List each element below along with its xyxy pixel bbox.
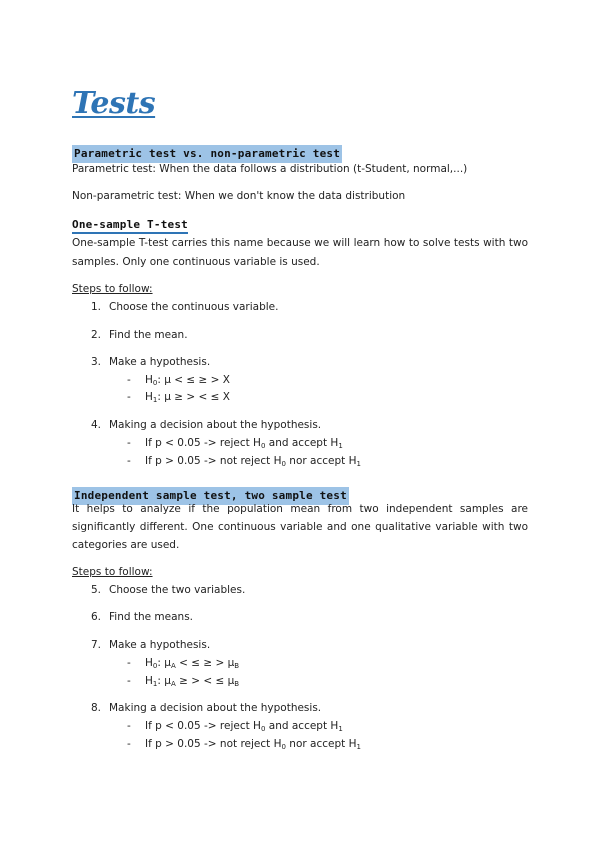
dash-bullet: - <box>127 391 131 403</box>
step-number: 5. <box>91 584 102 596</box>
step-text: Choose the continuous variable. <box>109 301 279 313</box>
underlined-heading: One-sample T-test <box>72 218 188 234</box>
dash-bullet: - <box>127 675 131 687</box>
highlighted-heading: Parametric test vs. non-parametric test <box>72 145 342 163</box>
section-heading-one-sample <box>72 218 188 231</box>
step-number: 1. <box>91 301 102 313</box>
decision-rule-not-reject: If p > 0.05 -> not reject $H_0$ nor accept $H_1$ <box>145 738 361 751</box>
independent-sample-paragraph: It helps to analyze if the population mean from two independent samples are significantly different. One continuous variable and one qualitative variable with two categories are used. <box>72 503 528 551</box>
dash-bullet: - <box>127 437 131 449</box>
section-heading-parametric <box>72 142 342 161</box>
hypothesis-null: $H_0$: $\mu_A$ < ≤ ≥ > $\mu_B$ <box>145 657 240 670</box>
step-number: 4. <box>91 419 102 431</box>
non-parametric-definition: Non-parametric test: When we don't know the data distribution <box>72 190 406 202</box>
step-text: Make a hypothesis. <box>109 356 211 368</box>
steps-label: Steps to follow: <box>72 566 153 578</box>
parametric-definition: Parametric test: When the data follows a distribution (t-Student, normal,...) <box>72 163 468 175</box>
hypothesis-null: $H_0$: μ < ≤ ≥ > X <box>145 374 231 387</box>
dash-bullet: - <box>127 657 131 669</box>
one-sample-paragraph-line-1: One-sample T-test carries this name because we will learn how to solve tests with two <box>72 237 528 249</box>
step-text: Find the means. <box>109 611 194 623</box>
hypothesis-alternative: $H_1$: μ ≥ > < ≤ X <box>145 391 231 404</box>
step-number: 7. <box>91 639 102 651</box>
highlighted-heading: Independent sample test, two sample test <box>72 487 349 505</box>
step-number: 8. <box>91 702 102 714</box>
step-number: 2. <box>91 329 102 341</box>
dash-bullet: - <box>127 738 131 750</box>
page-title: Tests <box>72 86 156 121</box>
dash-bullet: - <box>127 374 131 386</box>
dash-bullet: - <box>127 720 131 732</box>
step-text: Making a decision about the hypothesis. <box>109 419 322 431</box>
decision-rule-reject: If p < 0.05 -> reject $H_0$ and accept $H_1$ <box>145 437 343 450</box>
step-text: Make a hypothesis. <box>109 639 211 651</box>
step-text: Making a decision about the hypothesis. <box>109 702 322 714</box>
steps-label: Steps to follow: <box>72 283 153 295</box>
decision-rule-not-reject: If p > 0.05 -> not reject $H_0$ nor accept $H_1$ <box>145 455 361 468</box>
decision-rule-reject: If p < 0.05 -> reject $H_0$ and accept $H_1$ <box>145 720 343 733</box>
step-text: Choose the two variables. <box>109 584 246 596</box>
step-number: 3. <box>91 356 102 368</box>
dash-bullet: - <box>127 455 131 467</box>
hypothesis-alternative: $H_1$: $\mu_A$ ≥ > < ≤ $\mu_B$ <box>145 675 240 688</box>
step-text: Find the mean. <box>109 329 188 341</box>
one-sample-paragraph-line-2: samples. Only one continuous variable is used. <box>72 256 320 268</box>
step-number: 6. <box>91 611 102 623</box>
